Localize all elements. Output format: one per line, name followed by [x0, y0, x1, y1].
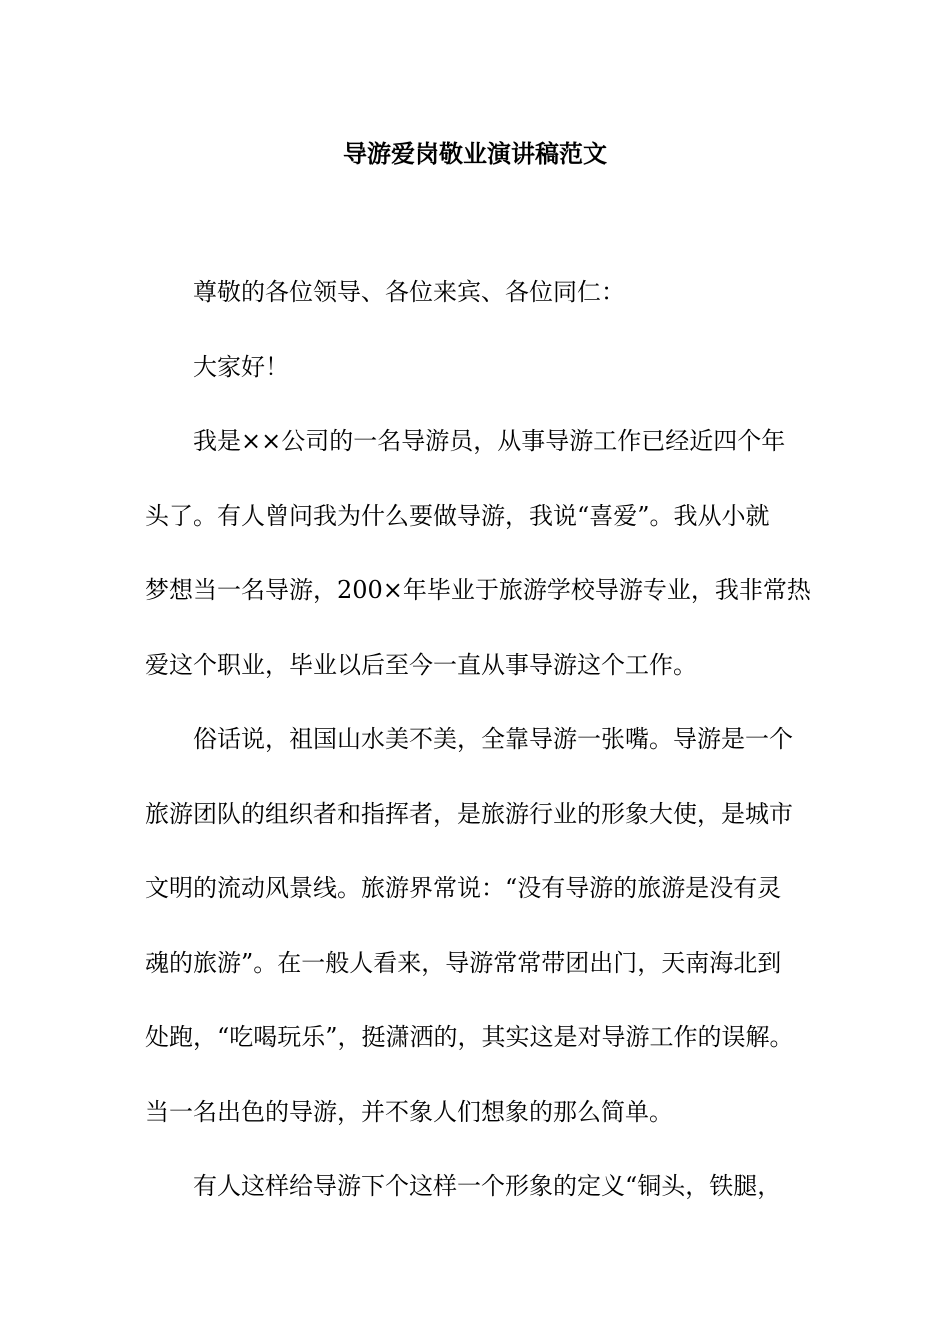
- document-title: 导游爱岗敬业演讲稿范文: [343, 139, 607, 168]
- text-line: 爱这个职业，毕业以后至今一直从事导游这个工作。: [145, 650, 697, 679]
- text-line: 文明的流动风景线。旅游界常说：“没有导游的旅游是没有灵: [145, 874, 782, 902]
- text-line: 旅游团队的组织者和指挥者，是旅游行业的形象大使，是城市: [145, 799, 793, 828]
- text-line: 俗话说，祖国山水美不美，全靠导游一张嘴。导游是一个: [193, 725, 793, 753]
- text-line: 大家好！: [193, 352, 289, 381]
- text-line: 当一名出色的导游，并不象人们想象的那么简单。: [145, 1097, 673, 1126]
- text-line: 处跑，“吃喝玩乐”，挺潇洒的，其实这是对导游工作的误解。: [145, 1023, 794, 1051]
- text-line: 梦想当一名导游，200×年毕业于旅游学校导游专业，我非常热: [145, 576, 811, 604]
- document-body: [145, 255, 825, 1224]
- text-line: 有人这样给导游下个这样一个形象的定义“铜头，铁腿，: [193, 1172, 782, 1200]
- paragraph-introduction: [145, 404, 825, 702]
- paragraph-greeting: [145, 330, 825, 405]
- paragraph-role-of-guide: [145, 702, 825, 1149]
- paragraph-definition: [145, 1149, 825, 1224]
- text-line: 头了。有人曾问我为什么要做导游，我说“喜爱”。我从小就: [145, 501, 770, 530]
- paragraph-salutation: [145, 255, 825, 330]
- text-line: 魂的旅游”。在一般人看来，导游常常带团出门，天南海北到: [145, 948, 782, 977]
- text-line: 尊敬的各位领导、各位来宾、各位同仁：: [193, 278, 625, 306]
- text-line: 我是××公司的一名导游员，从事导游工作已经近四个年: [193, 427, 786, 455]
